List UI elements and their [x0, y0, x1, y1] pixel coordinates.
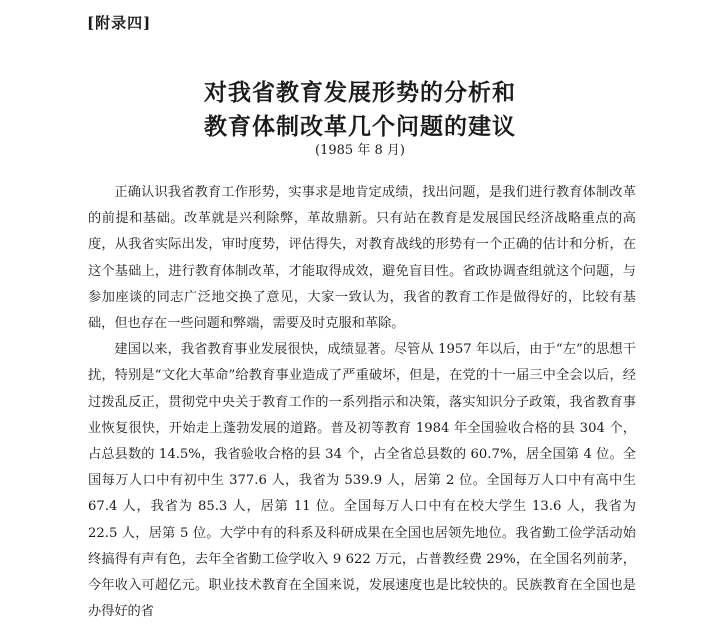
appendix-label: [附录四] [87, 14, 152, 32]
body-text [88, 180, 636, 625]
paragraph-1: 正确认识我省教育工作形势，实事求是地肯定成绩，找出问题，是我们进行教育体制改革的前提和基础。改革就是兴利除弊，革故鼎新。只有站在教育是发展国民经济战略重点的高度，从我省实际出发，审时度势，评估得失，对教育战线的形势有一个正确的估计和分析，在这个基础上，进行教育体制改革，才能取得成效，避免盲目性。省政协调查组就这个问题，与参加座谈的同志广泛地交换了意见，大家一致认为，我省的教育工作是做得好的，比较有基础，但也存在一些问题和弊端，需要及时克服和革除。 [88, 185, 636, 332]
title-line-2: 教育体制改革几个问题的建议 [204, 113, 516, 140]
date-line: (1985 年 8 月) [315, 143, 405, 158]
paragraph-2: 建国以来，我省教育事业发展很快，成绩显著。尽管从 1957 年以后，由于“左”的思想干扰，特别是“文化大革命”给教育事业造成了严重破坏，但是，在党的十一届三中全会以后，经过拨乱反正，贯彻党中央关于教育工作的一系列指示和决策，落实知识分子政策，我省教育事业恢复很快，开始走上蓬勃发展的道路。普及初等教育 1984 年全国验收合格的县 304 个，占总县数的 14.5%，我省验收合格的县 34 个，占全省总县数的 60.7%，居全国第 4 位。全国每万人口中有初中生 377.6 人，我省为 539.9 人，居第 2 位。全国每万人口中有高中生 67.4 人，我省为 85.3 人，居第 11 位。全国每万人口中有在校大学生 13.6 人，我省为 22.5 人，居第 5 位。大学中有的科系及科研成果在全国也居领先地位。我省勤工俭学活动始终搞得有声有色，去年全省勤工俭学收入 9 622 万元，占普教经费 29%，在全国名列前茅，今年收入可超亿元。职业技术教育在全国来说，发展速度也是比较快的。民族教育在全国也是办得好的省 [88, 342, 636, 620]
title-line-1: 对我省教育发展形势的分析和 [204, 79, 516, 106]
